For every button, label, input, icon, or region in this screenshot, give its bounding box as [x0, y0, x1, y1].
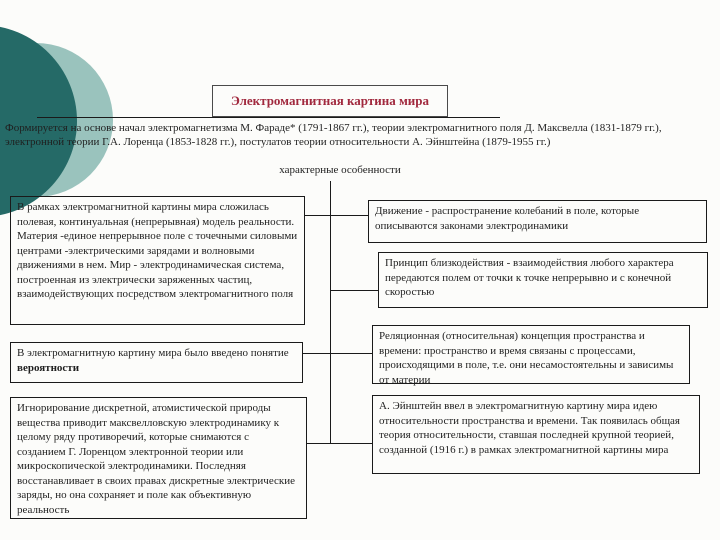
title-box	[212, 85, 448, 117]
box-text: В рамках электромагнитной картины мира сложилась полевая, континуальная (непрерывная) модель реальности. Материя -единое непрерывное поле с точечными силовыми центрами -электрическими зарядами и волновыми движениями в нем. Мир - электродинамическая система, построенная из электрически заряженных частиц, взаимодействующих посредством электромагнитного поля	[17, 201, 298, 301]
box-text-bold: вероятности	[17, 361, 80, 374]
box-text: Игнорирование дискретной, атомистической природы вещества приводит максвелловскую электродинамику к целому ряду противоречий, которые снимаются с созданием Г. Лоренцом электронной теории или микроскопической электродинамики. Последняя восстанавливает в своих правах дискретные электрические заряды, но она сохраняет и поле как объективную реальность	[17, 402, 295, 516]
branch-label: характерные особенности	[279, 164, 401, 176]
connector-row-4	[307, 443, 372, 444]
box-probability-concept	[10, 342, 303, 383]
intro-text: Формируется на основе начал электромагнетизма М. Фараде* (1791-1867 гг.), теории электромагнитного поля Д. Максвелла (1831-1879 гг.), электронной теории Г.А. Лоренца (1853-1828 гг.), постулатов теории относительности А. Эйнштейна (1879-1955 гг.)	[5, 122, 662, 149]
box-text: Реляционная (относительная) концепция пространства и времени: пространство и время связаны с процессами, происходящими в поле, т.е. они несамостоятельны и зависимы от материи	[379, 330, 674, 386]
box-field-continual-model	[10, 196, 305, 325]
connector-row-3	[303, 353, 372, 354]
connector-row-1	[305, 215, 368, 216]
connector-row-2	[331, 290, 378, 291]
slide-title: Электромагнитная картина мира	[230, 93, 430, 108]
box-short-range-principle	[378, 252, 708, 308]
box-text: А. Эйнштейн ввел в электромагнитную картину мира идею относительности пространства и времени. Так появилась общая теория относительности, ставшая последней крупной теорией, созданной (1916 г.) в рамках электромагнитной картины мира	[379, 400, 680, 456]
box-discrete-nature-contradictions	[10, 397, 307, 519]
box-motion-definition	[368, 200, 707, 243]
box-text: Принцип близкодействия - взаимодействия любого характера передаются полем от точки к точке непрерывно и с конечной скоростью	[385, 257, 674, 299]
box-text: Движение - распространение колебаний в поле, которые описываются законами электродинамики	[375, 205, 640, 232]
box-relational-space-time	[372, 325, 690, 384]
title-underline-rule	[37, 117, 500, 118]
box-text: В электромагнитную картину мира было введено понятие	[17, 347, 289, 359]
box-einstein-relativity	[372, 395, 700, 474]
connector-spine	[330, 181, 331, 443]
